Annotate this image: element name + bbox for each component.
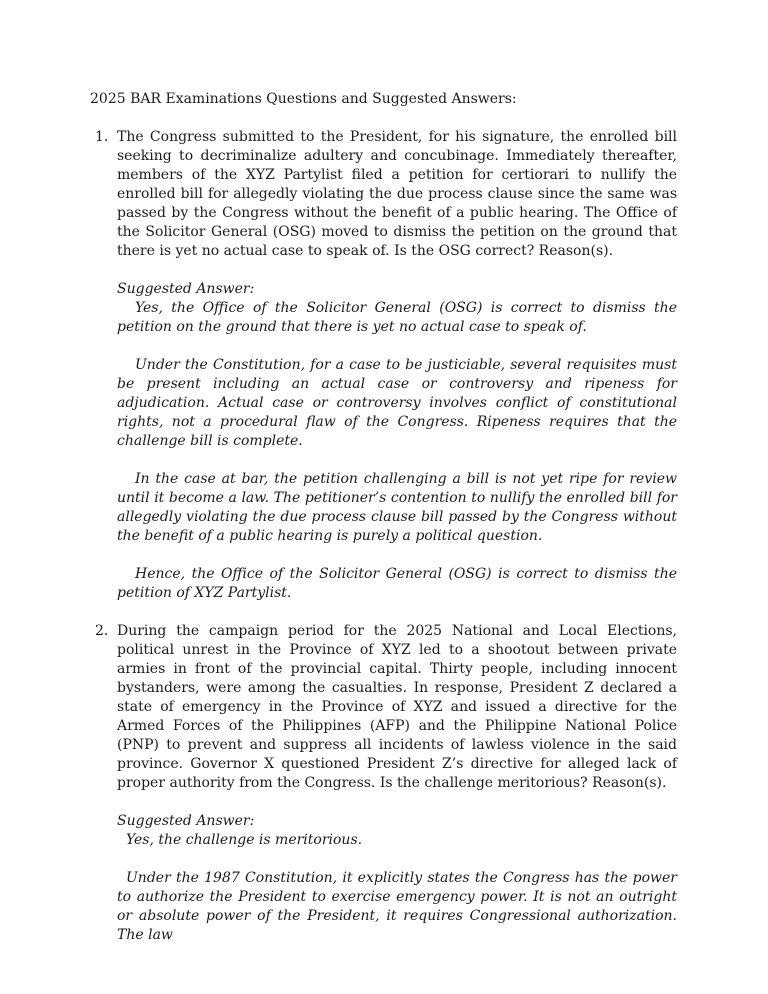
- question-item-1: [90, 128, 677, 622]
- suggested-answer-label: Suggested Answer:: [117, 281, 255, 297]
- answer-paragraph: Hence, the Office of the Solicitor General (OSG) is correct to dismiss the petition of XYZ Partylist.: [117, 566, 677, 601]
- answer-paragraph: In the case at bar, the petition challenging a bill is not yet ripe for review until it become a law. The petitioner’s contention to nullify the enrolled bill for allegedly violating the due process clause bill passed by the Congress without the benefit of a public hearing is purely a political question.: [117, 471, 677, 544]
- answer-paragraph: Under the 1987 Constitution, it explicitly states the Congress has the power to authorize the President to exercise emergency power. It is not an outright or absolute power of the President, it requires Congressional authorization. The law: [117, 870, 677, 943]
- answer-paragraph: Yes, the challenge is meritorious.: [126, 832, 363, 848]
- question-text: During the campaign period for the 2025 National and Local Elections, political unrest in the Province of XYZ led to a shootout between private armies in front of the provincial capital. Thirty people, including innocent bystanders, were among the casualties. In response, President Z declared a state of emergency in the Province of XYZ and issued a directive for the Armed Forces of the Philippines (AFP) and the Philippine National Police (PNP) to prevent and suppress all incidents of lawless violence in the said province. Governor X questioned President Z’s directive for alleged lack of proper authority from the Congress. Is the challenge meritorious? Reason(s).: [117, 623, 677, 791]
- document-title: 2025 BAR Examinations Questions and Suggested Answers:: [90, 91, 517, 107]
- answer-paragraph: Under the Constitution, for a case to be justiciable, several requisites must be present including an actual case or controversy and ripeness for adjudication. Actual case or controversy involves conflict of constitutional rights, not a procedural flaw of the Congress. Ripeness requires that the challenge bill is complete.: [117, 357, 677, 449]
- question-item-2: [90, 622, 677, 964]
- answer-paragraph: Yes, the Office of the Solicitor General (OSG) is correct to dismiss the petition on the ground that there is yet no actual case to speak of.: [117, 300, 677, 335]
- question-text: The Congress submitted to the President, for his signature, the enrolled bill seeking to decriminalize adultery and concubinage. Immediately thereafter, members of the XYZ Partylist filed a petition for certiorari to nullify the enrolled bill for allegedly violating the due process clause since the same was passed by the Congress without the benefit of a public hearing. The Office of the Solicitor General (OSG) moved to dismiss the petition on the ground that there is yet no actual case to speak of. Is the OSG correct? Reason(s).: [117, 129, 677, 259]
- question-number: 2.: [95, 623, 109, 639]
- question-content: [117, 622, 677, 964]
- question-number: 1.: [95, 129, 109, 145]
- question-content: [117, 128, 677, 622]
- suggested-answer-label: Suggested Answer:: [117, 813, 255, 829]
